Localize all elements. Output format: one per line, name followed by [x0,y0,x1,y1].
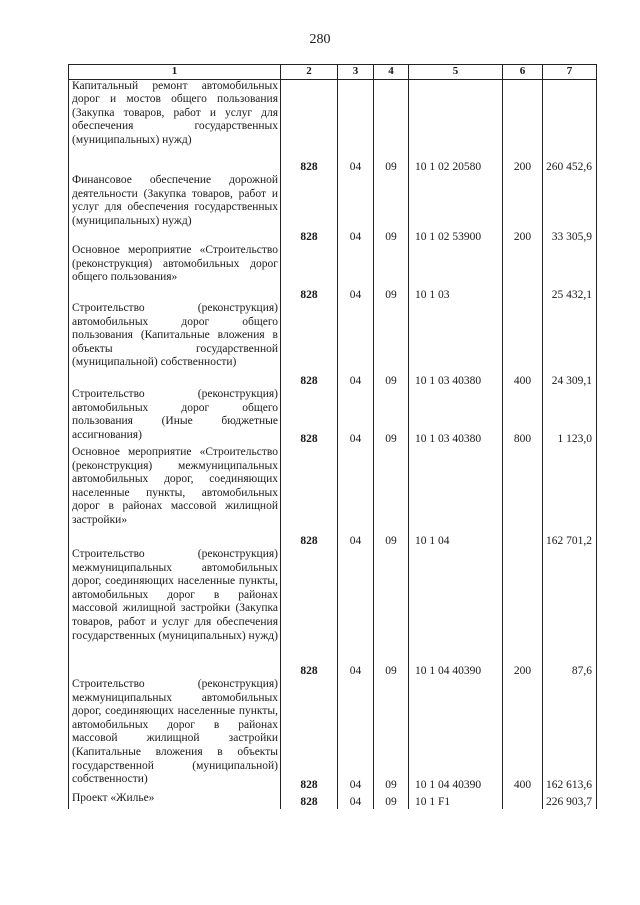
expense-type-code: 200 [503,548,543,678]
subsection-code: 09 [374,548,409,678]
expense-type-code: 400 [503,678,543,792]
column-header: 3 [338,65,374,80]
table-row [69,548,597,678]
amount: 162 701,2 [543,446,597,548]
ministry-code: 828 [281,792,338,809]
subsection-code: 09 [374,244,409,302]
expense-type-code [503,244,543,302]
subsection-code: 09 [374,792,409,809]
table-header-row [69,65,597,80]
ministry-code: 828 [281,302,338,388]
amount: 87,6 [543,548,597,678]
target-article-code: 10 1 02 20580 [409,79,503,174]
subsection-code: 09 [374,678,409,792]
section-code: 04 [338,302,374,388]
ministry-code: 828 [281,548,338,678]
section-code: 04 [338,388,374,446]
expense-type-code: 400 [503,302,543,388]
expense-type-code: 200 [503,79,543,174]
item-name: Основное мероприятие «Строительство (реконструкция) автомобильных дорог общего пользования» [69,244,281,302]
amount: 260 452,6 [543,79,597,174]
target-article-code: 10 1 03 [409,244,503,302]
table-row [69,79,597,174]
column-header: 4 [374,65,409,80]
ministry-code: 828 [281,446,338,548]
item-name: Строительство (реконструкция) межмуниципальных автомобильных дорог, соединяющих населенные пункты, автомобильных дорог в районах массовой жилищной застройки (Закупка товаров, работ и услуг для обеспечения государственных (муниципальных) нужд) [69,548,281,678]
amount: 33 305,9 [543,174,597,244]
item-name: Капитальный ремонт автомобильных дорог и мостов общего пользования (Закупка товаров, работ и услуг для обеспечения государственных (муниципальных) нужд) [69,79,281,174]
target-article-code: 10 1 04 [409,446,503,548]
section-code: 04 [338,79,374,174]
column-header: 2 [281,65,338,80]
budget-table [68,64,597,809]
item-name: Строительство (реконструкция) автомобильных дорог общего пользования (Иные бюджетные ассигнования) [69,388,281,446]
amount: 1 123,0 [543,388,597,446]
table-row [69,244,597,302]
column-header: 6 [503,65,543,80]
subsection-code: 09 [374,79,409,174]
ministry-code: 828 [281,678,338,792]
expense-type-code: 800 [503,388,543,446]
table-row [69,302,597,388]
expense-type-code [503,792,543,809]
subsection-code: 09 [374,302,409,388]
section-code: 04 [338,446,374,548]
section-code: 04 [338,244,374,302]
ministry-code: 828 [281,79,338,174]
target-article-code: 10 1 04 40390 [409,678,503,792]
amount: 226 903,7 [543,792,597,809]
target-article-code: 10 1 03 40380 [409,302,503,388]
subsection-code: 09 [374,446,409,548]
table-row [69,446,597,548]
expense-type-code [503,446,543,548]
ministry-code: 828 [281,388,338,446]
ministry-code: 828 [281,244,338,302]
section-code: 04 [338,548,374,678]
section-code: 04 [338,174,374,244]
target-article-code: 10 1 02 53900 [409,174,503,244]
table-row [69,792,597,809]
column-header: 1 [69,65,281,80]
item-name: Проект «Жилье» [69,792,281,809]
target-article-code: 10 1 F1 [409,792,503,809]
subsection-code: 09 [374,174,409,244]
amount: 25 432,1 [543,244,597,302]
item-name: Строительство (реконструкция) межмуниципальных автомобильных дорог, соединяющих населенные пункты, автомобильных дорог в районах массовой жилищной застройки (Капитальные вложения в объекты государственной (муниципальной) собственности) [69,678,281,792]
amount: 24 309,1 [543,302,597,388]
target-article-code: 10 1 04 40390 [409,548,503,678]
section-code: 04 [338,678,374,792]
section-code: 04 [338,792,374,809]
item-name: Основное мероприятие «Строительство (реконструкция) межмуниципальных автомобильных дорог, соединяющих населенные пункты, автомобильных дорог в районах массовой жилищной застройки» [69,446,281,548]
column-header: 5 [409,65,503,80]
expense-type-code: 200 [503,174,543,244]
table-row [69,388,597,446]
page-number: 280 [309,32,331,47]
ministry-code: 828 [281,174,338,244]
column-header: 7 [543,65,597,80]
table-row [69,174,597,244]
item-name: Финансовое обеспечение дорожной деятельности (Закупка товаров, работ и услуг для обеспечения государственных (муниципальных) нужд) [69,174,281,244]
subsection-code: 09 [374,388,409,446]
target-article-code: 10 1 03 40380 [409,388,503,446]
table-row [69,678,597,792]
amount: 162 613,6 [543,678,597,792]
item-name: Строительство (реконструкция) автомобильных дорог общего пользования (Капитальные вложения в объекты государственной (муниципальной) собственности) [69,302,281,388]
